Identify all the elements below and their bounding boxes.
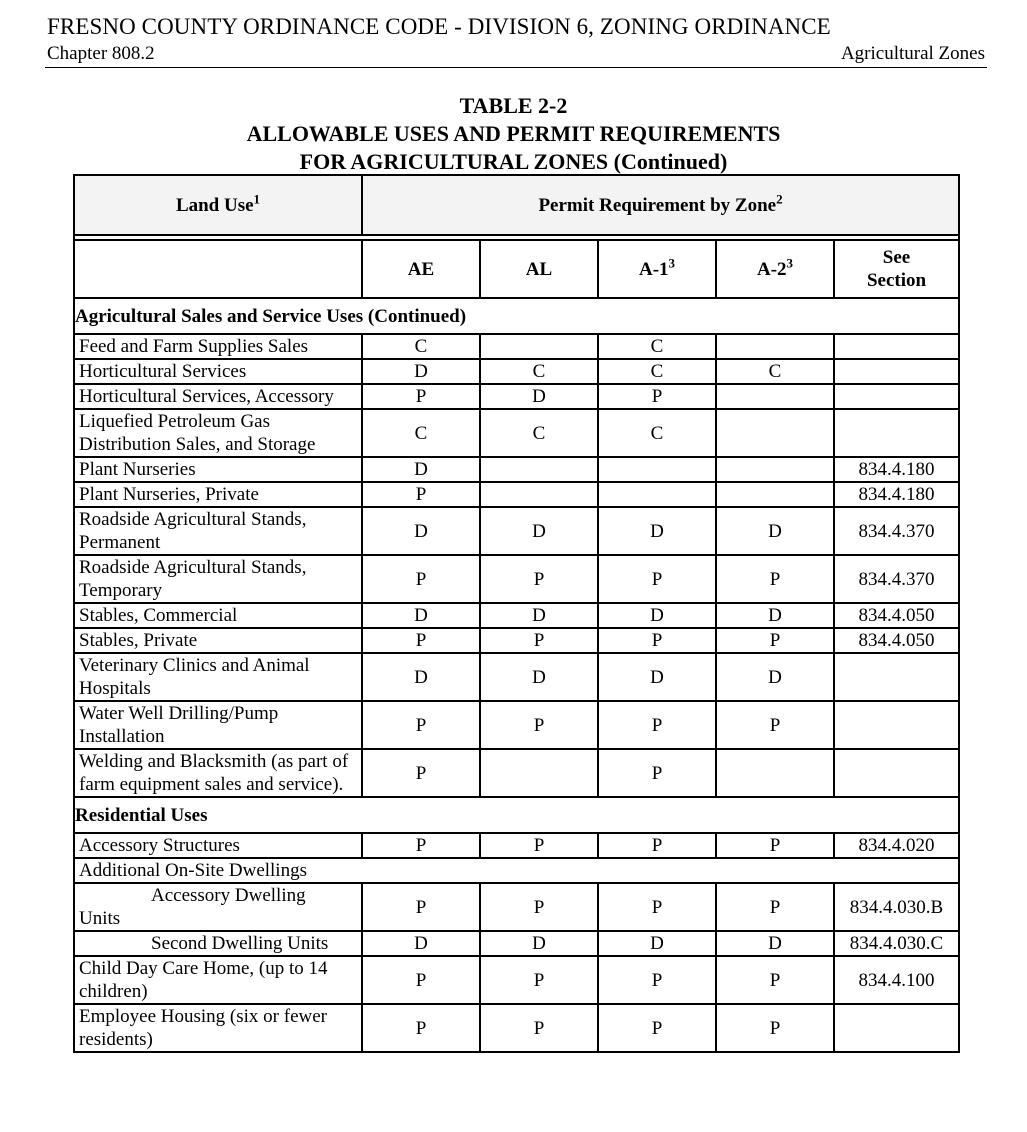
see-section-cell — [834, 359, 959, 384]
zone-ae-cell: P — [362, 833, 480, 858]
zone-ae-cell: P — [362, 628, 480, 653]
zone-al-cell: P — [480, 883, 598, 931]
zone-a2-cell: P — [716, 833, 834, 858]
see-section-cell — [834, 1004, 959, 1052]
zone-a1-cell: C — [598, 359, 716, 384]
zone-ae-cell: P — [362, 384, 480, 409]
zone-a1-cell: D — [598, 653, 716, 701]
land-use-cell: Accessory Structures — [74, 833, 362, 858]
zone-al-cell: P — [480, 956, 598, 1004]
see-section-cell: 834.4.050 — [834, 603, 959, 628]
zone-ae-cell: P — [362, 749, 480, 797]
land-use-cell: Horticultural Services, Accessory — [74, 384, 362, 409]
zone-al-cell — [480, 334, 598, 359]
section-title: Agricultural Sales and Service Uses (Continued) — [74, 298, 959, 334]
zone-ae-cell: P — [362, 701, 480, 749]
land-use-cell: Welding and Blacksmith (as part of farm equipment sales and service). — [74, 749, 362, 797]
zone-a1-cell: P — [598, 883, 716, 931]
zone-a2-cell — [716, 334, 834, 359]
zone-ae-cell: P — [362, 482, 480, 507]
section-row-agricultural — [74, 298, 959, 334]
zone-a2-cell — [716, 457, 834, 482]
land-use-cell: Second Dwelling Units — [74, 931, 362, 956]
zone-a1-cell: P — [598, 833, 716, 858]
see-section-cell: 834.4.180 — [834, 457, 959, 482]
zone-al-cell: P — [480, 555, 598, 603]
zone-a1-cell: D — [598, 931, 716, 956]
see-section-cell: 834.4.180 — [834, 482, 959, 507]
see-section-cell — [834, 334, 959, 359]
zone-a2-cell — [716, 482, 834, 507]
land-use-cell: Water Well Drilling/Pump Installation — [74, 701, 362, 749]
zone-a2-cell: D — [716, 931, 834, 956]
land-use-cell: Feed and Farm Supplies Sales — [74, 334, 362, 359]
table-number: TABLE 2-2 — [459, 93, 568, 118]
table-row — [74, 883, 959, 931]
table-row — [74, 653, 959, 701]
table-subtitle: FOR AGRICULTURAL ZONES (Continued) — [299, 149, 728, 174]
table-row — [74, 359, 959, 384]
table-title: ALLOWABLE USES AND PERMIT REQUIREMENTS — [246, 121, 781, 146]
col-see-section: See Section — [834, 240, 959, 298]
land-use-cell: Roadside Agricultural Stands, Permanent — [74, 507, 362, 555]
zone-a2-cell: P — [716, 555, 834, 603]
zone-ae-cell: C — [362, 409, 480, 457]
see-section-cell — [834, 384, 959, 409]
zone-a2-cell: P — [716, 883, 834, 931]
zone-a2-cell: D — [716, 507, 834, 555]
residential-rows — [74, 833, 959, 1052]
zone-a2-cell: P — [716, 1004, 834, 1052]
zone-ae-cell: P — [362, 1004, 480, 1052]
zone-al-cell: D — [480, 603, 598, 628]
table-row — [74, 334, 959, 359]
land-use-cell: Stables, Private — [74, 628, 362, 653]
land-use-cell: Liquefied Petroleum Gas Distribution Sales, and Storage — [74, 409, 362, 457]
zone-a2-cell: P — [716, 956, 834, 1004]
table-row — [74, 457, 959, 482]
zone-al-cell: D — [480, 384, 598, 409]
zone-al-cell — [480, 749, 598, 797]
chapter-label: Chapter 808.2 — [47, 43, 155, 64]
table-row — [74, 384, 959, 409]
zone-a2-cell: D — [716, 603, 834, 628]
table-row — [74, 628, 959, 653]
see-section-cell: 834.4.030.B — [834, 883, 959, 931]
land-use-cell: Plant Nurseries, Private — [74, 482, 362, 507]
zone-ae-cell: P — [362, 883, 480, 931]
zone-al-cell — [480, 482, 598, 507]
see-section-cell: 834.4.050 — [834, 628, 959, 653]
zone-a2-cell: P — [716, 628, 834, 653]
col-a2: $A-2^3$ — [716, 240, 834, 298]
land-use-cell: Child Day Care Home, (up to 14 children) — [74, 956, 362, 1004]
zone-ae-cell: D — [362, 603, 480, 628]
zone-al-cell: C — [480, 359, 598, 384]
col-a1: $A-1^3$ — [598, 240, 716, 298]
zone-a1-cell: P — [598, 749, 716, 797]
zone-al-cell: P — [480, 1004, 598, 1052]
see-section-cell — [834, 409, 959, 457]
see-section-cell — [834, 653, 959, 701]
zone-ae-cell: C — [362, 334, 480, 359]
zone-ae-cell: D — [362, 653, 480, 701]
zone-a1-cell: P — [598, 956, 716, 1004]
table-row — [74, 858, 959, 883]
zone-a2-cell — [716, 384, 834, 409]
permit-requirement-header: Permit Requirement by Zone$^2$ — [362, 175, 959, 235]
see-section-cell: 834.4.370 — [834, 555, 959, 603]
zone-a2-cell: C — [716, 359, 834, 384]
zone-a1-cell: C — [598, 409, 716, 457]
see-section-cell: 834.4.100 — [834, 956, 959, 1004]
table-row — [74, 555, 959, 603]
land-use-cell: Stables, Commercial — [74, 603, 362, 628]
zone-a1-cell: P — [598, 628, 716, 653]
land-use-cell: Roadside Agricultural Stands, Temporary — [74, 555, 362, 603]
land-use-cell: Additional On-Site Dwellings — [74, 858, 959, 883]
zone-a1-cell: P — [598, 1004, 716, 1052]
zone-al-cell: P — [480, 701, 598, 749]
zone-a1-cell: D — [598, 603, 716, 628]
table-row — [74, 507, 959, 555]
zone-a2-cell: P — [716, 701, 834, 749]
see-section-cell — [834, 749, 959, 797]
zones-label: Agricultural Zones — [840, 43, 985, 64]
zone-al-cell: D — [480, 931, 598, 956]
zone-al-cell: D — [480, 507, 598, 555]
blank-header-cell — [74, 240, 362, 298]
agricultural-rows — [74, 334, 959, 797]
zone-al-cell: P — [480, 628, 598, 653]
zone-columns-row — [74, 240, 959, 298]
section-row-residential — [74, 797, 959, 833]
permit-table — [73, 174, 960, 1053]
see-section-cell: 834.4.020 — [834, 833, 959, 858]
zone-ae-cell: D — [362, 359, 480, 384]
zone-ae-cell: D — [362, 931, 480, 956]
table-header-row — [74, 175, 959, 235]
zone-ae-cell: D — [362, 507, 480, 555]
land-use-cell: Employee Housing (six or fewer residents) — [74, 1004, 362, 1052]
zone-a1-cell — [598, 457, 716, 482]
zone-a1-cell: P — [598, 384, 716, 409]
zone-a1-cell: D — [598, 507, 716, 555]
zone-a1-cell: C — [598, 334, 716, 359]
table-row — [74, 409, 959, 457]
zone-a2-cell: D — [716, 653, 834, 701]
table-row — [74, 482, 959, 507]
see-section-cell: 834.4.370 — [834, 507, 959, 555]
land-use-cell: Accessory Dwelling Units — [74, 883, 362, 931]
zone-a2-cell — [716, 749, 834, 797]
table-row — [74, 956, 959, 1004]
col-al: AL — [480, 240, 598, 298]
header-divider — [45, 67, 987, 68]
zone-ae-cell: P — [362, 956, 480, 1004]
table-row — [74, 1004, 959, 1052]
zone-a1-cell: P — [598, 555, 716, 603]
col-ae: AE — [362, 240, 480, 298]
zone-al-cell — [480, 457, 598, 482]
zone-al-cell: C — [480, 409, 598, 457]
table-row — [74, 749, 959, 797]
land-use-cell: Veterinary Clinics and Animal Hospitals — [74, 653, 362, 701]
land-use-cell: Plant Nurseries — [74, 457, 362, 482]
table-row — [74, 833, 959, 858]
see-section-cell — [834, 701, 959, 749]
zone-a1-cell — [598, 482, 716, 507]
table-row — [74, 603, 959, 628]
section-title: Residential Uses — [74, 797, 959, 833]
document-title: FRESNO COUNTY ORDINANCE CODE - DIVISION 6, ZONING ORDINANCE — [47, 14, 831, 39]
land-use-header: Land Use$^1$ — [74, 175, 362, 235]
land-use-cell: Horticultural Services — [74, 359, 362, 384]
zone-al-cell: D — [480, 653, 598, 701]
zone-a2-cell — [716, 409, 834, 457]
zone-ae-cell: P — [362, 555, 480, 603]
see-section-cell: 834.4.030.C — [834, 931, 959, 956]
table-row — [74, 931, 959, 956]
zone-a1-cell: P — [598, 701, 716, 749]
zone-ae-cell: D — [362, 457, 480, 482]
table-row — [74, 701, 959, 749]
zone-al-cell: P — [480, 833, 598, 858]
